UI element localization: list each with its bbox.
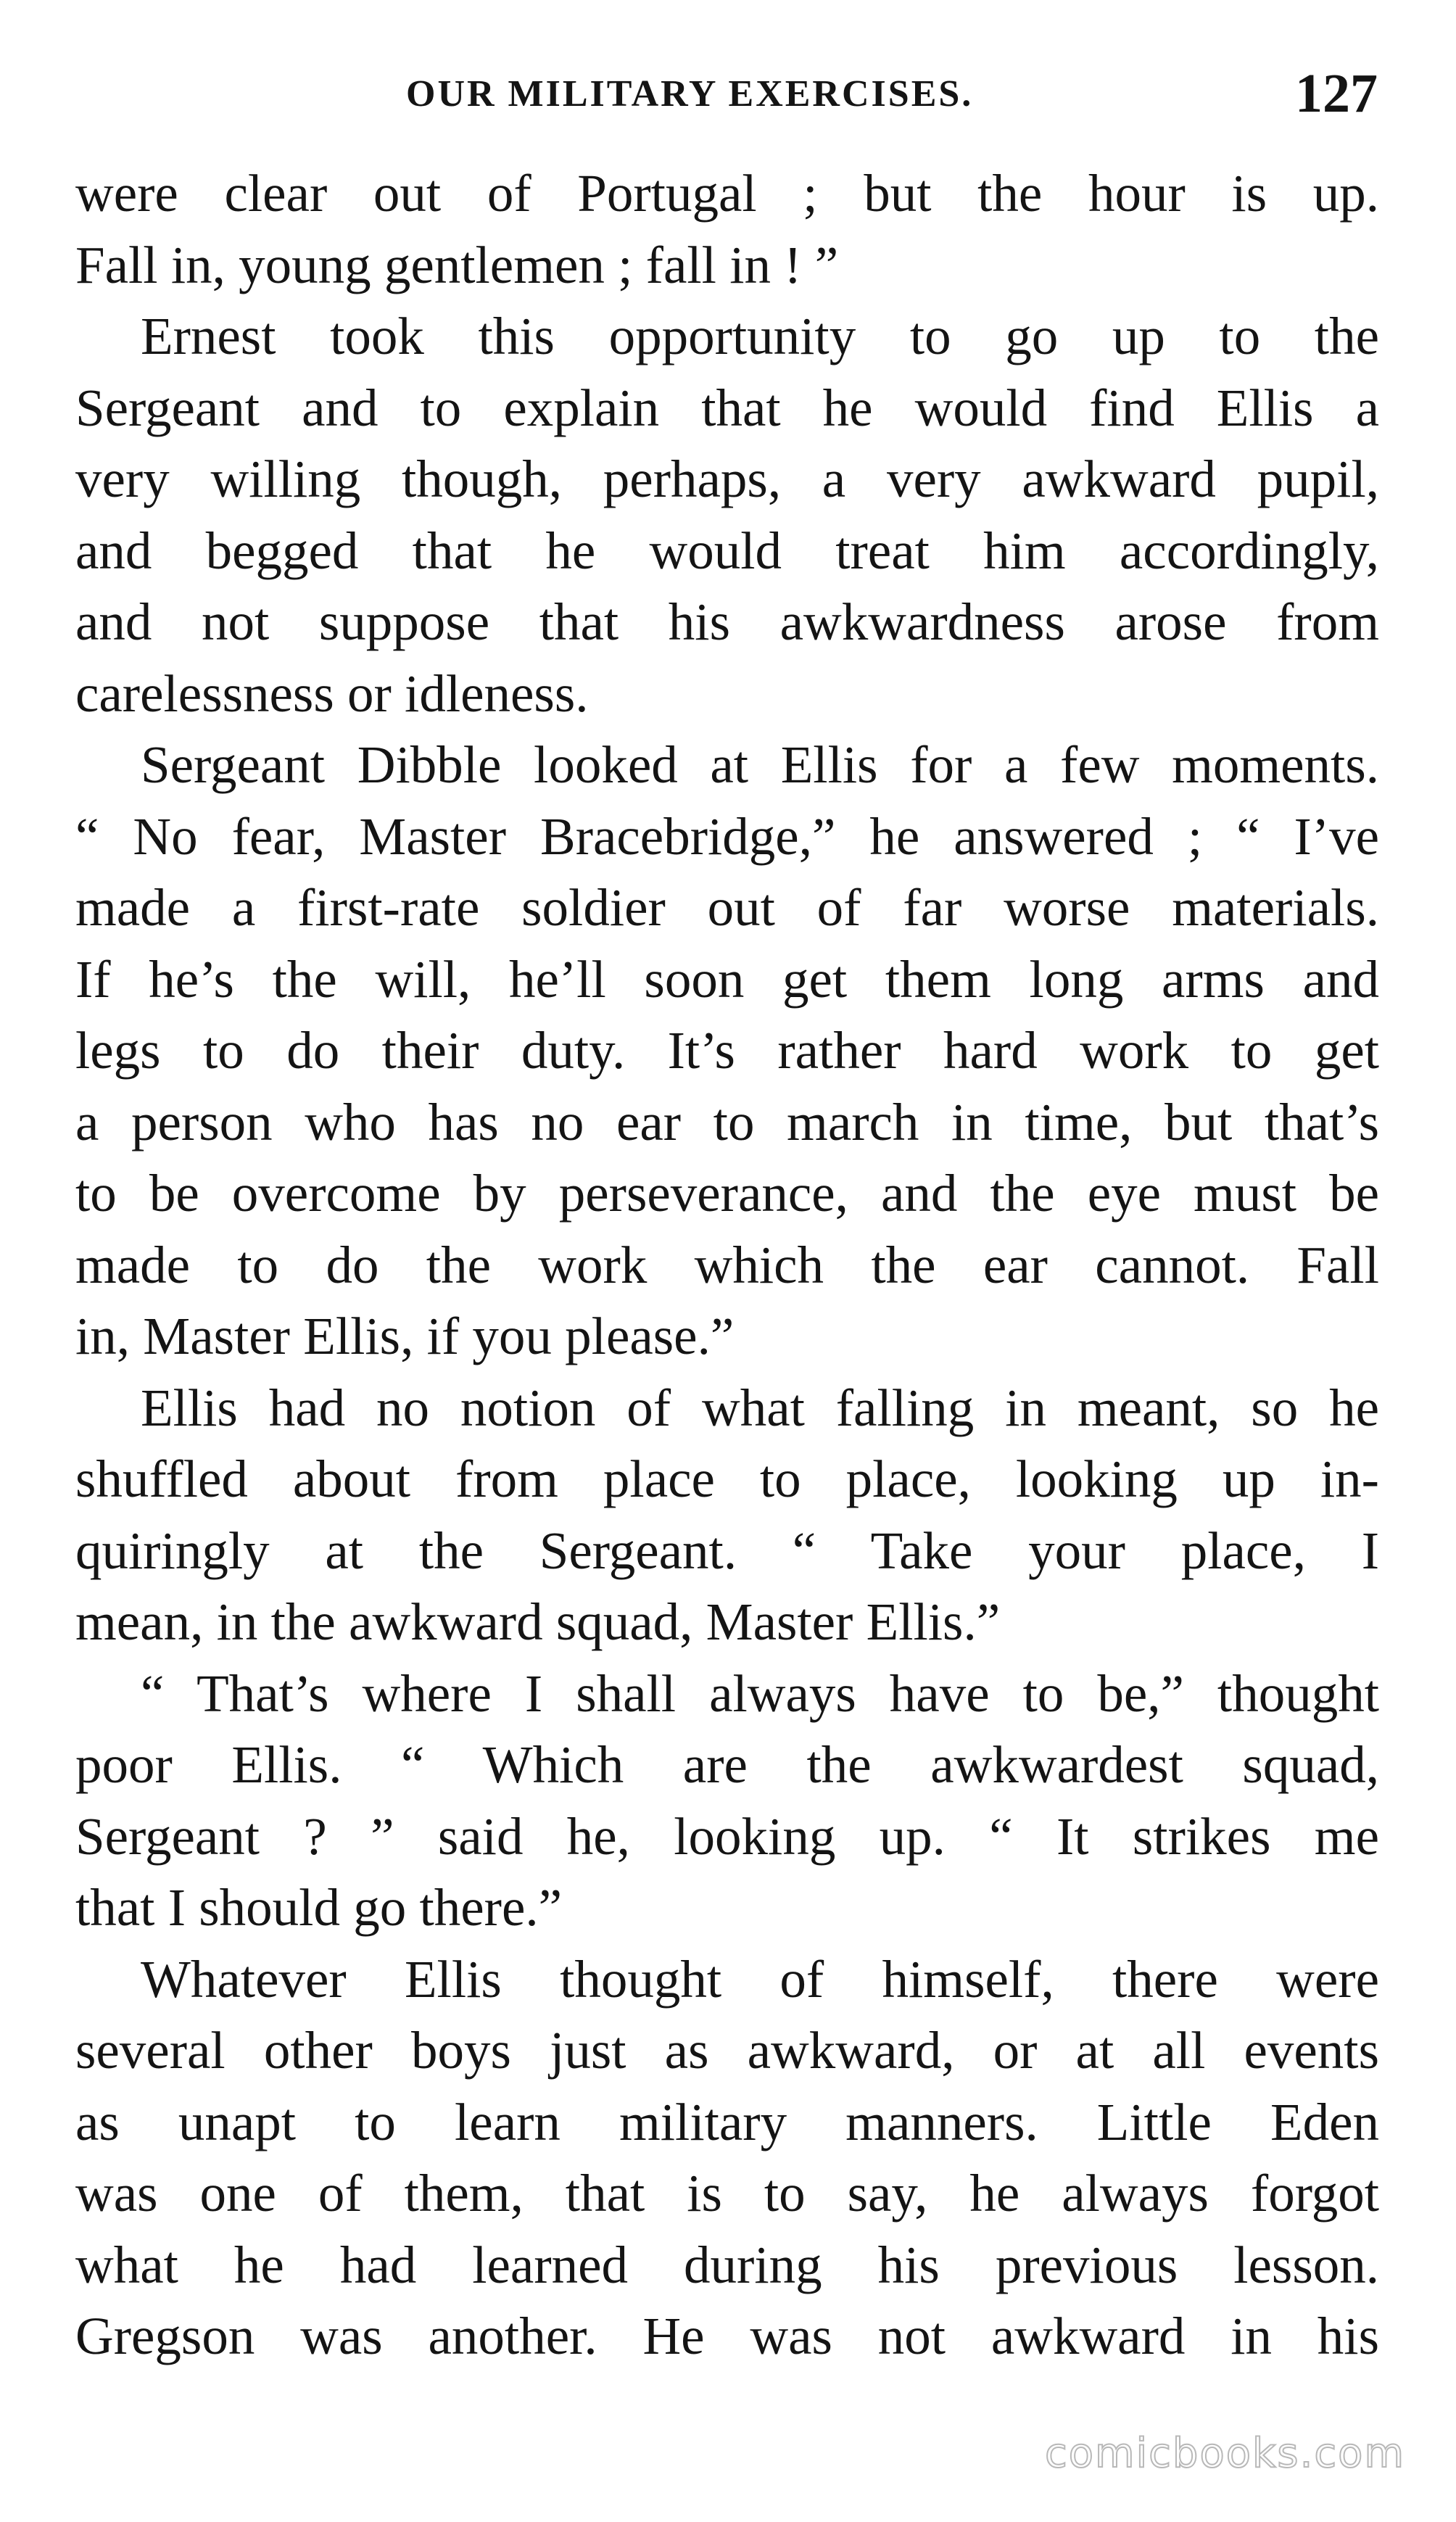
- text-line: made to do the work which the ear cannot. Fall: [75, 1235, 1379, 1294]
- text-line: made a first-rate soldier out of far worse materials.: [75, 878, 1379, 937]
- text-line: poor Ellis. “ Which are the awkwardest squad,: [75, 1735, 1379, 1794]
- text-line: and not suppose that his awkwardness arose from: [75, 592, 1379, 651]
- paragraph-first-line: “ That’s where I shall always have to be,” thought: [141, 1663, 1379, 1723]
- text-line: mean, in the awkward squad, Master Ellis.”: [75, 1592, 1001, 1651]
- text-line: If he’s the will, he’ll soon get them long arms and: [75, 949, 1379, 1009]
- running-head: OUR MILITARY EXERCISES.: [406, 73, 974, 115]
- paragraph-first-line: Sergeant Dibble looked at Ellis for a few moments.: [141, 735, 1379, 794]
- text-line: “ No fear, Master Bracebridge,” he answered ; “ I’ve: [75, 806, 1379, 866]
- page-number: 127: [1295, 63, 1378, 124]
- text-line: legs to do their duty. It’s rather hard work to get: [75, 1021, 1379, 1080]
- text-line: that I should go there.”: [75, 1878, 563, 1937]
- text-line: and begged that he would treat him accordingly,: [75, 521, 1379, 580]
- paragraph-first-line: Ernest took this opportunity to go up to the: [141, 307, 1379, 365]
- text-line: several other boys just as awkward, or at all events: [75, 2021, 1379, 2080]
- text-line: Fall in, young gentlemen ; fall in ! ”: [75, 235, 839, 294]
- text-line: to be overcome by perseverance, and the eye must be: [75, 1164, 1379, 1223]
- watermark-logo: comicbooks.com: [1044, 2430, 1405, 2477]
- paragraph-first-line: Ellis had no notion of what falling in meant, so he: [141, 1378, 1379, 1437]
- text-line: what he had learned during his previous lesson.: [75, 2235, 1379, 2294]
- text-line: Gregson was another. He was not awkward in his: [75, 2307, 1379, 2365]
- text-line: very willing though, perhaps, a very awkward pupil,: [75, 450, 1379, 508]
- text-line: was one of them, that is to say, he always forgot: [75, 2164, 1379, 2223]
- page-header: [0, 62, 1456, 128]
- text-line: Sergeant ? ” said he, looking up. “ It strikes me: [75, 1806, 1379, 1866]
- text-line: were clear out of Portugal ; but the hour is up.: [75, 164, 1379, 223]
- text-line: shuffled about from place to place, looking up in-: [75, 1450, 1379, 1508]
- body-text: [75, 158, 1379, 2373]
- text-line: quiringly at the Sergeant. “ Take your place, I: [75, 1521, 1379, 1580]
- text-line: in, Master Ellis, if you please.”: [75, 1307, 735, 1365]
- text-line: a person who has no ear to march in time, but that’s: [75, 1092, 1379, 1152]
- text-line: Sergeant and to explain that he would find Ellis a: [75, 378, 1379, 437]
- paragraph-first-line: Whatever Ellis thought of himself, there were: [141, 1949, 1379, 2009]
- text-line: carelessness or idleness.: [75, 663, 589, 723]
- text-line: as unapt to learn military manners. Little Eden: [75, 2092, 1379, 2151]
